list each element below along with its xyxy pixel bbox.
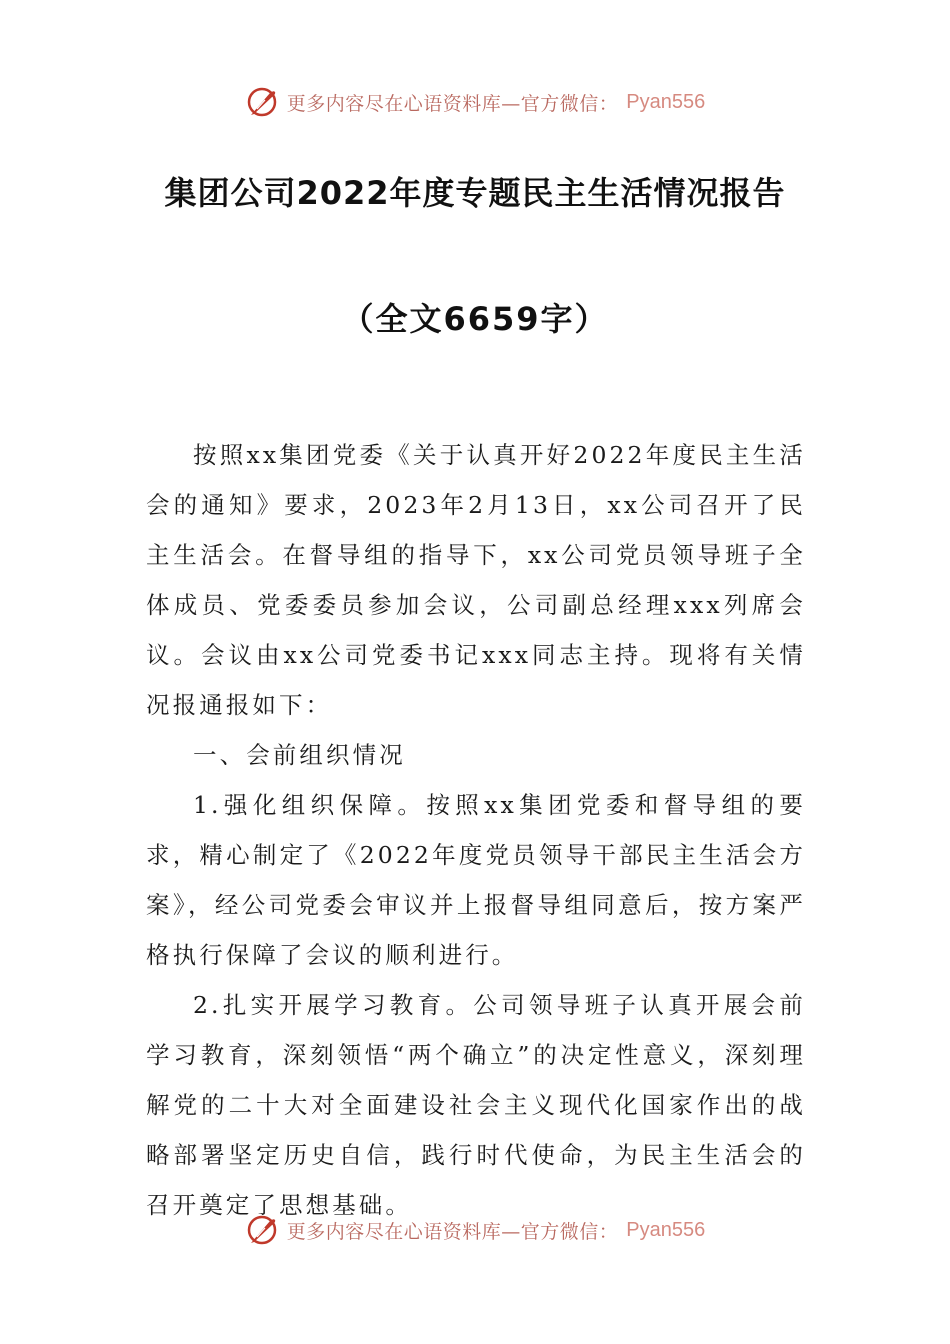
paragraph-intro: 按照xx集团党委《关于认真开好2022年度民主生活会的通知》要求，2023年2月13日，xx公司召开了民主生活会。在督导组的指导下，xx公司党员领导班子全体成员、党委委员参加会议，公司副总经理xxx列席会议。会议由xx公司党委书记xxx同志主持。现将有关情况报通报如下：: [146, 441, 806, 719]
header-banner: [0, 82, 950, 122]
quill-pen-logo-icon: [245, 1213, 279, 1247]
footer-banner: [0, 1210, 950, 1250]
section-heading: 一、会前组织情况: [193, 741, 406, 769]
document-subtitle: （全文6659字）: [341, 300, 609, 338]
banner-text: 更多内容尽在心语资料库—官方微信：: [286, 1220, 619, 1243]
banner-text: 更多内容尽在心语资料库—官方微信：: [286, 92, 619, 115]
paragraph-item-2: 2.扎实开展学习教育。公司领导班子认真开展会前学习教育，深刻领悟“两个确立”的决定性意义，深刻理解党的二十大对全面建设社会主义现代化国家作出的战略部署坚定历史自信，践行时代使命，为民主生活会的召开奠定了思想基础。: [146, 991, 806, 1219]
paragraph-item-1: 1.强化组织保障。按照xx集团党委和督导组的要求，精心制定了《2022年度党员领导干部民主生活会方案》，经公司党委会审议并上报督导组同意后，按方案严格执行保障了会议的顺利进行。: [146, 791, 806, 969]
quill-pen-logo-icon: [245, 85, 279, 119]
document-title: 集团公司2022年度专题民主生活情况报告: [164, 174, 786, 212]
document-body: [146, 430, 806, 1230]
banner-wechat-id: Pyan556: [626, 1218, 706, 1241]
banner-wechat-id: Pyan556: [626, 90, 706, 113]
